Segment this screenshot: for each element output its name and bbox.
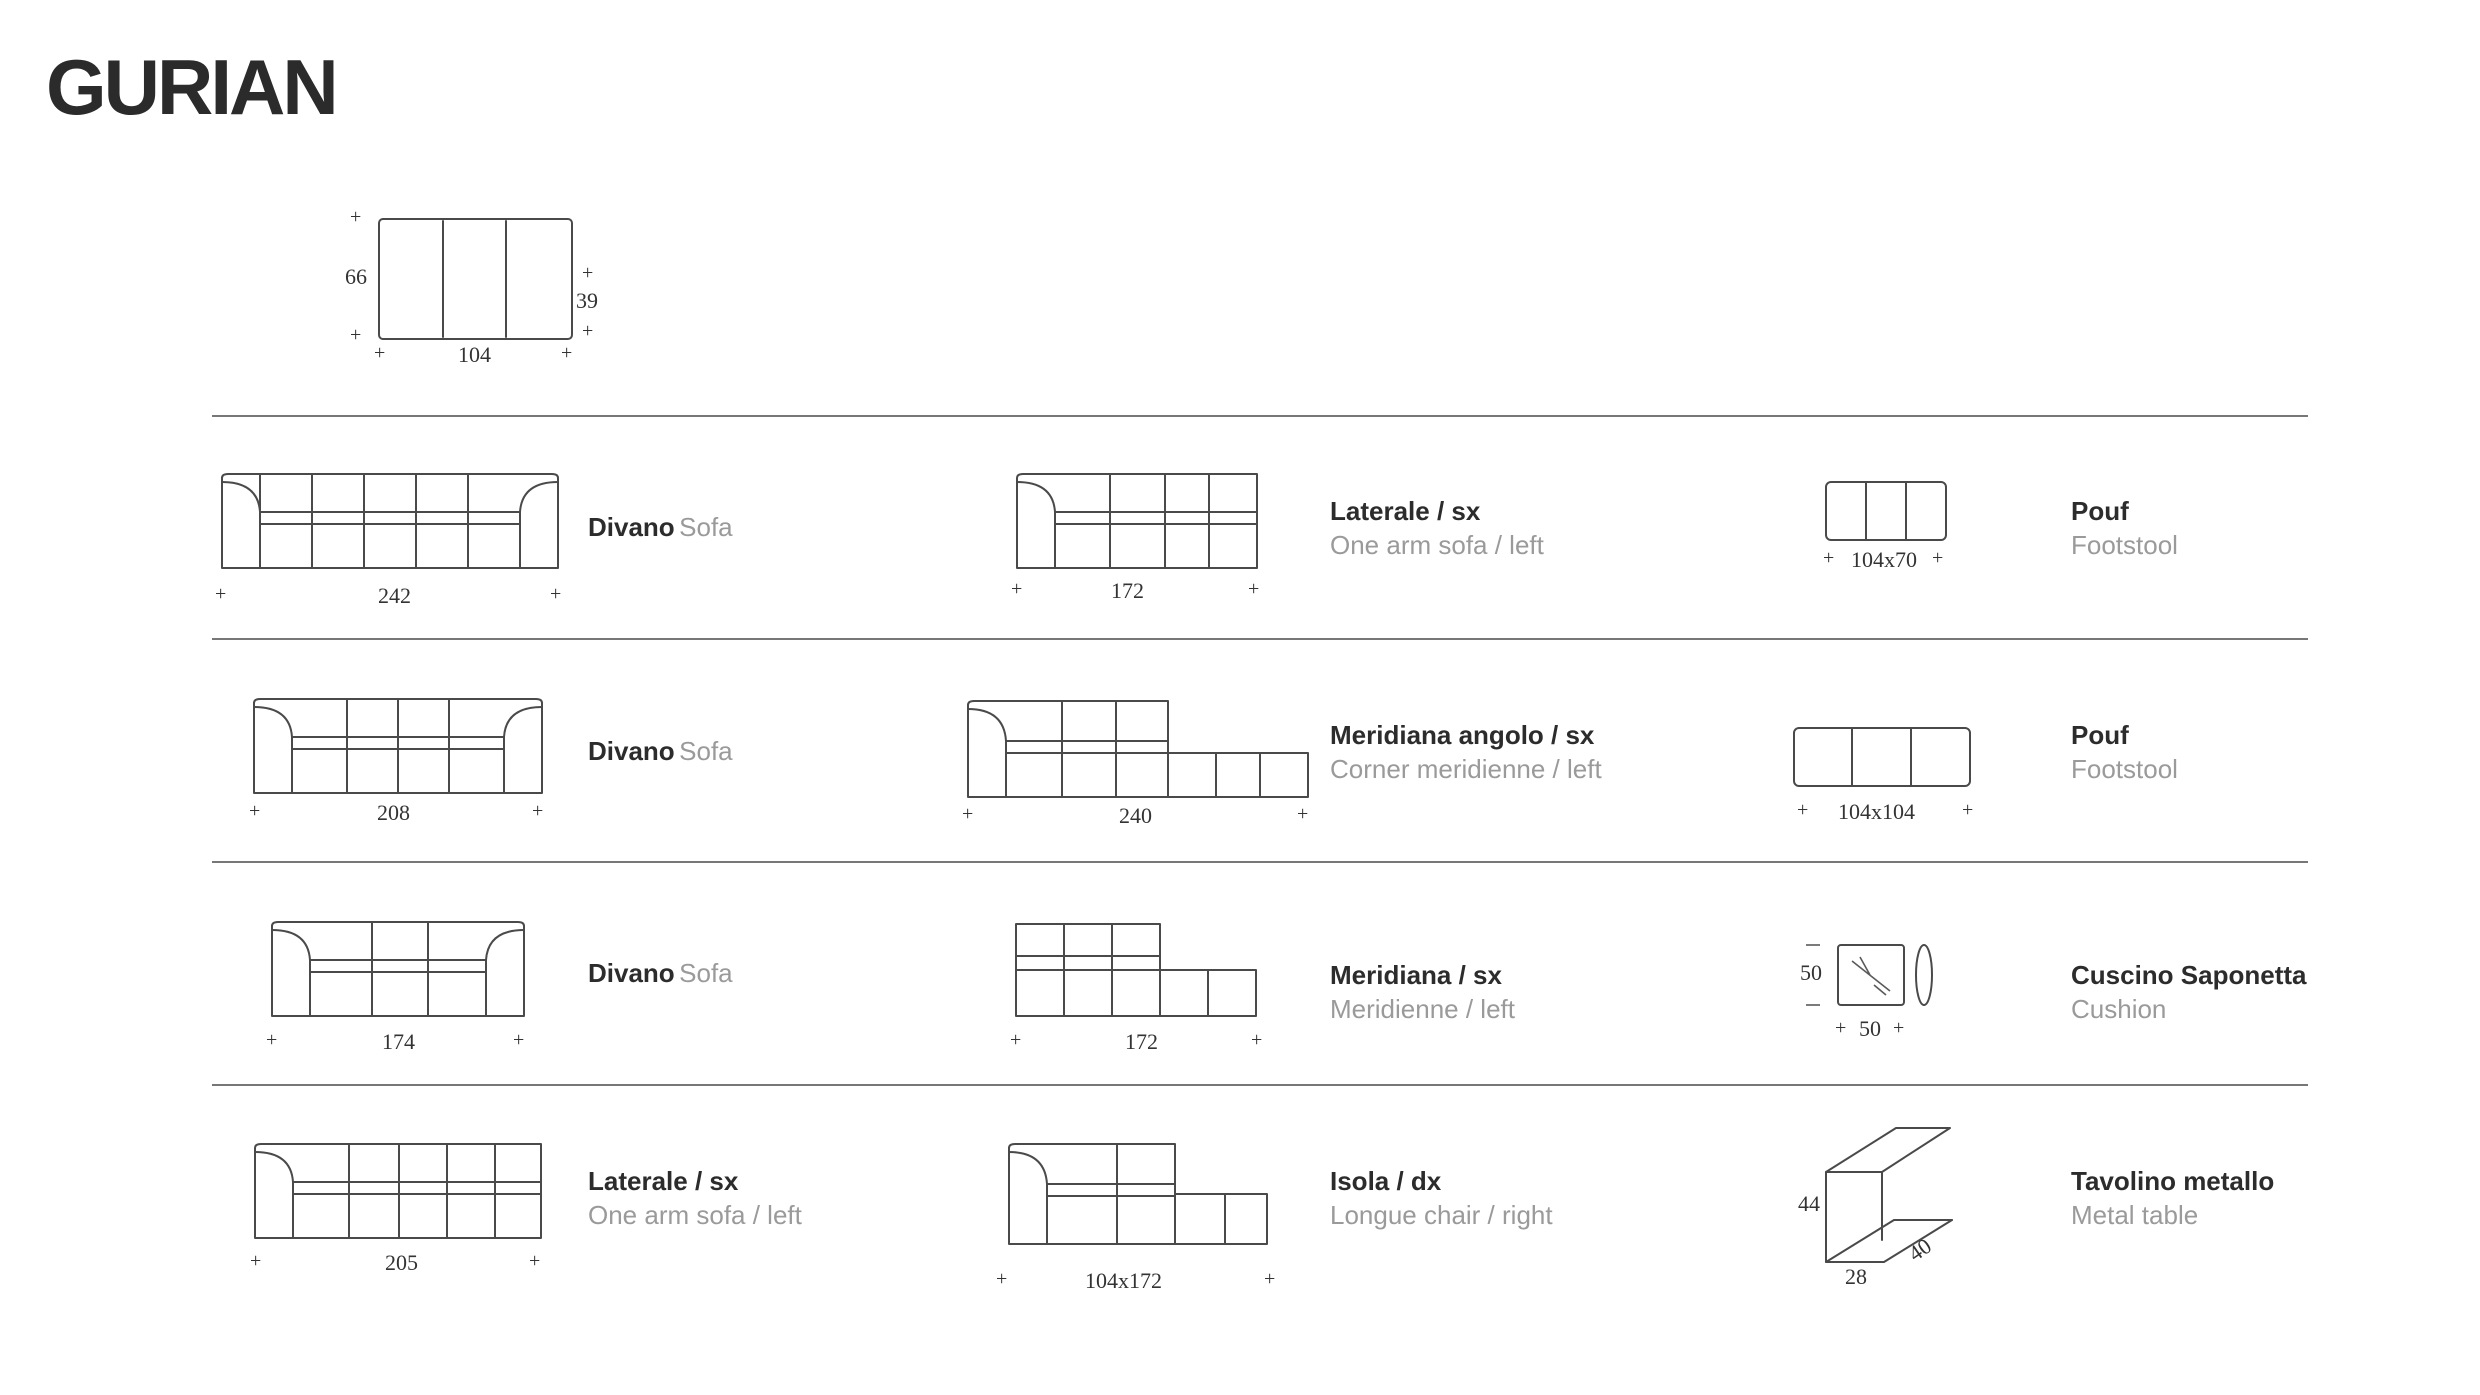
cushion-width-dim: 50 [1859,1016,1881,1041]
dim-label: 172 [1125,1029,1158,1054]
dim-label: 208 [377,800,410,825]
top-height-dim: 66 [345,264,367,289]
product-label: Pouf Footstool [2071,496,2178,560]
gurian-logo [46,43,336,131]
product-label: Meridiana / sx Meridienne / left [1330,960,1515,1024]
longue-chair-drawing [1005,1142,1275,1248]
one-arm-sofa-205-drawing [251,1142,546,1242]
dim-label: 172 [1111,578,1144,603]
table-depth-dim: 40 [1903,1233,1936,1267]
product-label: Laterale / sx One arm sofa / left [1330,496,1544,560]
top-width-dim: 104 [458,342,491,367]
dim-label: 174 [382,1029,415,1054]
divider [212,415,2308,417]
table-width-dim: 28 [1845,1264,1867,1289]
product-label: Laterale / sx One arm sofa / left [588,1166,802,1230]
divider [212,638,2308,640]
sofa-back-view-drawing [375,215,575,345]
svg-text:GURIAN: GURIAN [46,43,336,131]
footstool-104x70-drawing [1822,478,1950,544]
product-label: Meridiana angolo / sx Corner meridienne / left [1330,720,1602,784]
divider [212,861,2308,863]
cushion-height-dim: 50 [1800,960,1822,985]
product-label: Divano Sofa [588,958,733,988]
dim-label: 242 [378,583,411,608]
dim-label: 240 [1119,803,1152,828]
sofa-208-drawing [250,697,545,797]
dim-label: 104x70 [1851,547,1917,572]
table-height-dim: 44 [1798,1191,1820,1216]
product-label: Cuscino Saponetta Cushion [2071,960,2307,1024]
product-label: Divano Sofa [588,512,733,542]
product-label: Tavolino metallo Metal table [2071,1166,2275,1230]
sofa-174-drawing [268,920,528,1020]
metal-table-drawing [1820,1124,1960,1264]
footstool-104x104-drawing [1790,724,1974,790]
corner-meridienne-240-drawing [964,699,1314,801]
product-label: Isola / dx Longue chair / right [1330,1166,1553,1230]
one-arm-sofa-172-drawing [1013,472,1263,572]
dim-label: 104x172 [1085,1268,1162,1293]
dim-label: 104x104 [1838,799,1915,824]
divider [212,1084,2308,1086]
meridienne-172-drawing [1012,920,1262,1020]
sofa-242-drawing [218,472,563,572]
product-label: Pouf Footstool [2071,720,2178,784]
product-label: Divano Sofa [588,736,733,766]
top-seat-dim: 39 [576,288,598,313]
dim-label: 205 [385,1250,418,1275]
